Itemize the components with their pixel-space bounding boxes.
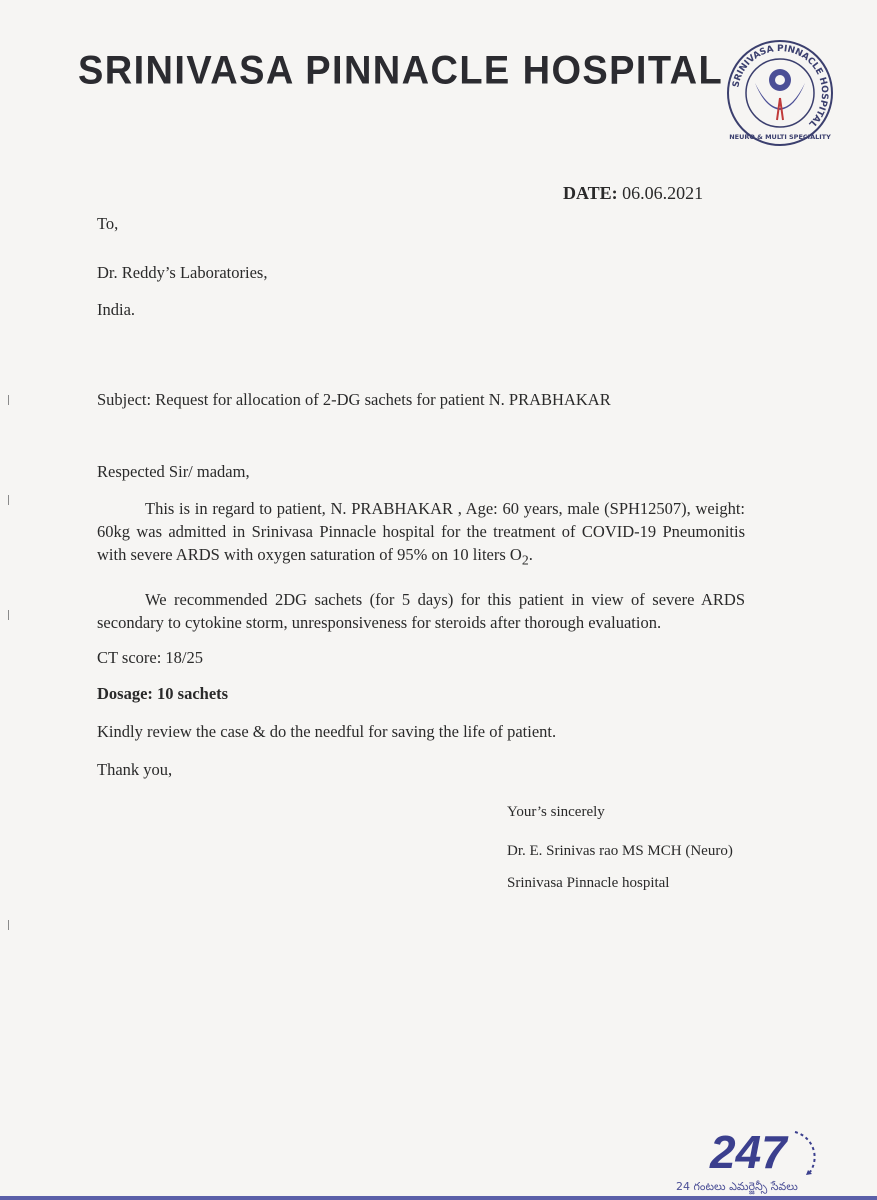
subject-line: Subject: Request for allocation of 2-DG sachets for patient N. PRABHAKAR [97,390,611,409]
hospital-name: SRINIVASA PINNACLE HOSPITAL [78,48,724,94]
logo-bottom-text: NEURO & MULTI SPECIALITY [729,133,831,141]
review-request: Kindly review the case & do the needful for saving the life of patient. [97,722,557,741]
recipient-name: Dr. Reddy’s Laboratories, [97,263,268,282]
footer-rule [0,1196,877,1200]
margin-mark [8,395,9,405]
signature-closing: Your’s sincerely [507,804,605,820]
date-label: DATE: [563,183,618,203]
logo-ring-text: SRINIVASA PINNACLE HOSPITAL [731,43,830,129]
paragraph-patient-details [97,497,745,571]
margin-mark [8,610,9,620]
hospital-logo [725,38,835,148]
footer-emergency-text: 24 గంటలు ఎమర్జెన్సీ సేవలు [676,1180,798,1193]
badge-text: 247 [710,1126,787,1178]
signature-hospital: Srinivasa Pinnacle hospital [507,875,670,891]
dosage: Dosage: 10 sachets [97,684,229,703]
margin-mark [8,920,9,930]
oxygen-subscript: 2 [521,552,529,568]
ct-score: CT score: 18/25 [97,648,204,667]
thank-you: Thank you, [97,760,173,779]
date-value: 06.06.2021 [622,183,704,203]
paragraph-1-text: This is in regard to patient, N. PRABHAKAR , Age: 60 years, male (SPH12507), weight: 60kg was admitted in Srinivasa Pinnacle hospital for the treatment of COVID-19 Pneumonitis with severe ARDS with oxygen saturation of 95% on 10 liters O [97,499,745,564]
recipient-country: India. [97,300,136,319]
emergency-247-badge [700,1120,830,1180]
signature-doctor: Dr. E. Srinivas rao MS MCH (Neuro) [507,843,733,859]
recipient-to: To, [97,214,119,233]
margin-mark [8,495,9,505]
letter-date [563,183,703,204]
paragraph-1-end: . [528,545,533,564]
salutation: Respected Sir/ madam, [97,462,250,481]
paragraph-recommendation: We recommended 2DG sachets (for 5 days) for this patient in view of severe ARDS secondary to cytokine storm, unresponsiveness for steroids after thorough evaluation. [97,590,745,632]
